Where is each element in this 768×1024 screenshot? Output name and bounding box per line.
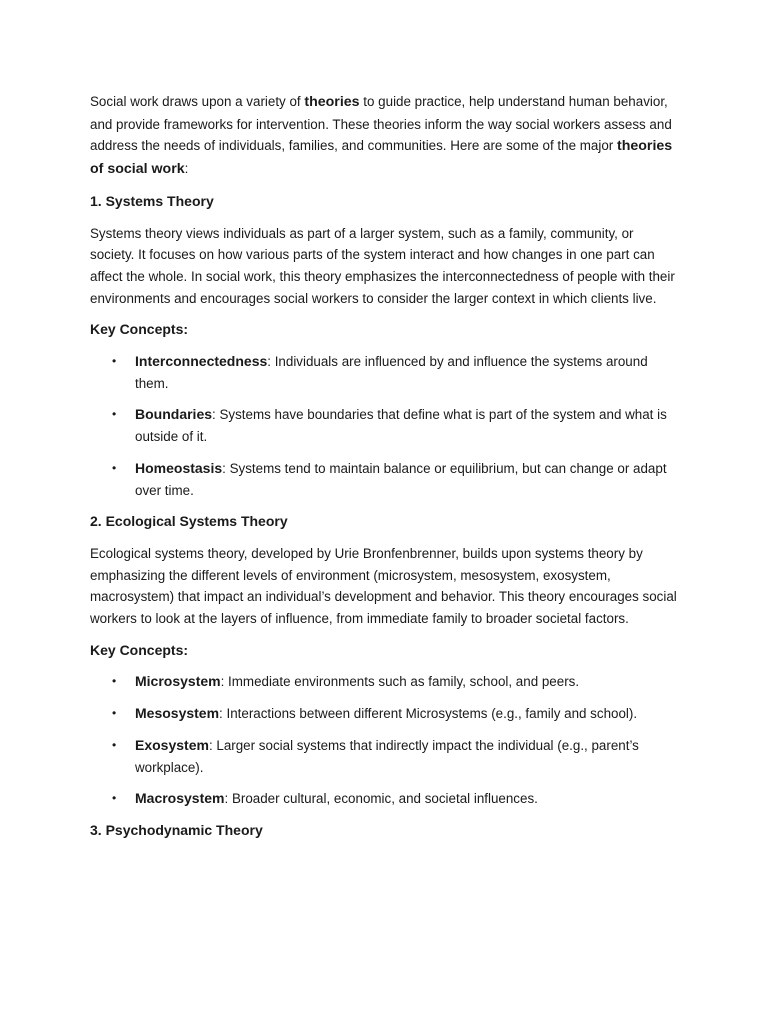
bullet-icon: •: [112, 737, 117, 752]
list-item: [90, 703, 680, 725]
concept-term: Microsystem: [135, 673, 221, 690]
list-item: [90, 671, 680, 693]
list-item: [90, 788, 680, 810]
concept-term: Homeostasis: [135, 459, 223, 476]
bullet-icon: •: [112, 407, 117, 422]
list-item: [90, 351, 680, 394]
list-item: [90, 458, 680, 501]
section-heading-ecological-systems-theory: 2. Ecological Systems Theory: [90, 513, 288, 530]
concept-description: : Immediate environments such as family, school, and peers.: [220, 674, 580, 690]
intro-bold-theories-of-social-work: theories of social work: [90, 138, 673, 178]
list-item: [90, 735, 680, 778]
intro-text-3: :: [184, 161, 189, 177]
section-body-ecological-systems-theory: Ecological systems theory, developed by Urie Bronfenbrenner, builds upon systems theory by emphasizing the different levels of environment (microsystem, mesosystem, exosystem, macrosystem) that impact an individual’s development and behavior. This theory encourages social workers to look at the layers of influence, from immediate family to broader societal factors.: [90, 545, 677, 627]
document-page: [90, 91, 680, 852]
key-concepts-label: Key Concepts:: [90, 321, 189, 338]
bullet-icon: •: [112, 460, 117, 475]
bullet-icon: •: [112, 706, 117, 721]
bullet-icon: •: [112, 791, 117, 806]
key-concepts-label: Key Concepts:: [90, 641, 189, 658]
section-heading-psychodynamic-theory: 3. Psychodynamic Theory: [90, 821, 263, 838]
concept-description: : Interactions between different Microsystems (e.g., family and school).: [219, 706, 638, 722]
concept-description: : Broader cultural, economic, and societal influences.: [224, 791, 538, 807]
intro-paragraph: [90, 91, 680, 181]
concept-term: Mesosystem: [135, 705, 220, 722]
concept-description: : Systems have boundaries that define what is part of the system and what is outside of it.: [135, 407, 667, 445]
concept-term: Macrosystem: [135, 790, 225, 807]
section-heading-systems-theory: 1. Systems Theory: [90, 192, 214, 209]
concept-list-ecological-systems-theory: [90, 671, 680, 810]
bullet-icon: •: [112, 354, 117, 369]
intro-bold-theories: theories: [304, 94, 360, 110]
concept-term: Boundaries: [135, 406, 213, 423]
concept-term: Exosystem: [135, 736, 209, 753]
concept-description: : Individuals are influenced by and influence the systems around them.: [135, 354, 648, 391]
concept-description: : Systems tend to maintain balance or equilibrium, but can change or adapt over time.: [135, 460, 667, 498]
intro-text-2: to guide practice, help understand human behavior, and provide frameworks for intervention. These theories inform the way social workers assess and address the needs of individuals, families, and communities. Here are some of the major: [90, 94, 672, 154]
intro-text-1: Social work draws upon a variety of: [90, 94, 305, 109]
concept-description: : Larger social systems that indirectly impact the individual (e.g., parent’s workplace).: [135, 737, 639, 775]
concept-term: Interconnectedness: [135, 353, 268, 370]
section-body-systems-theory: Systems theory views individuals as part of a larger system, such as a family, community, or society. It focuses on how various parts of the system interact and how changes in one part can affect the whole. In social work, this theory emphasizes the interconnectedness of people with their environments and encourages social workers to consider the larger context in which clients live.: [90, 225, 675, 306]
list-item: [90, 404, 680, 447]
bullet-icon: •: [112, 674, 117, 689]
concept-list-systems-theory: [90, 351, 680, 501]
